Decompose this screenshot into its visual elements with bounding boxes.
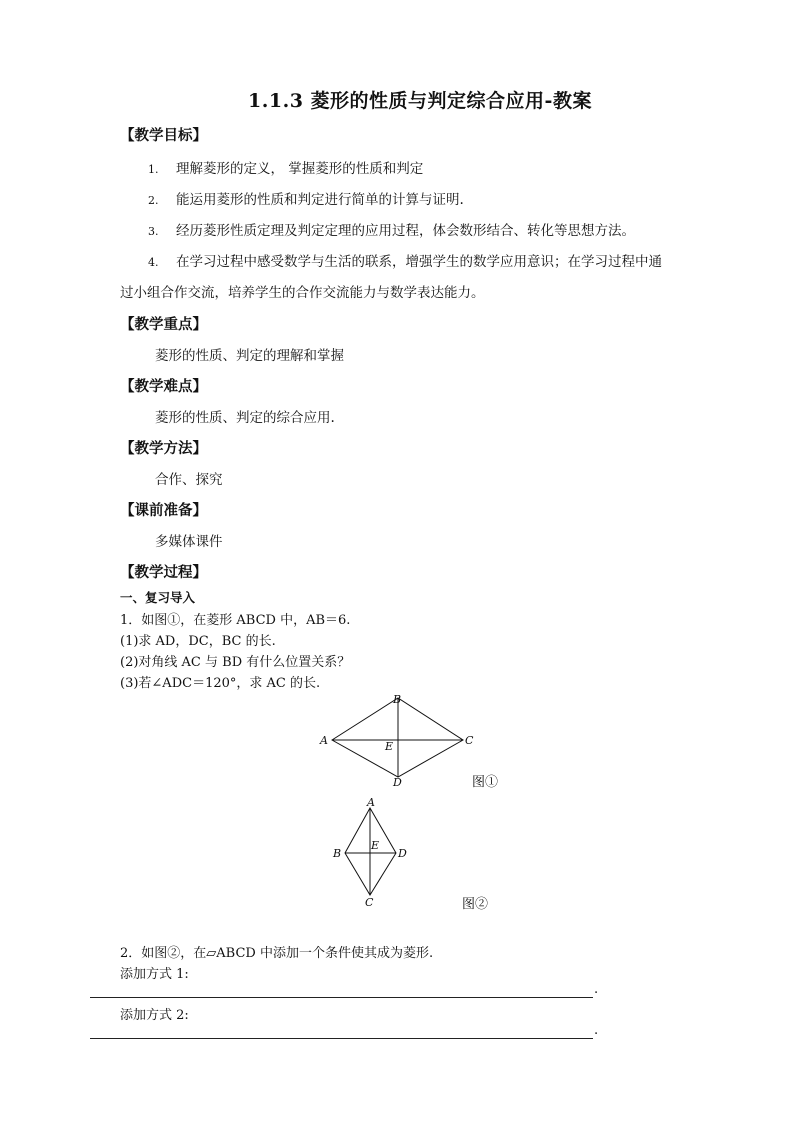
label-a: A [320, 734, 328, 747]
question-1-part-3: (3)若∠ADC＝120°，求 AC 的长. [120, 676, 321, 691]
method-1-label: 添加方式 1: [120, 967, 189, 982]
process-header: 【教学过程】 [120, 564, 207, 581]
objective-text: 在学习过程中感受数学与生活的联系，增强学生的数学应用意识；在学习过程中通 [176, 254, 662, 270]
question-1-part-1: (1)求 AD，DC，BC 的长. [120, 634, 276, 649]
objective-text: 能运用菱形的性质和判定进行简单的计算与证明. [176, 192, 464, 208]
figure-2-caption: 图② [462, 897, 489, 912]
label-b: B [333, 847, 342, 860]
objective-item-4 [148, 250, 662, 270]
label-c: C [465, 734, 474, 747]
objective-item-1 [148, 157, 423, 177]
difficulties-text: 菱形的性质、判定的综合应用. [155, 410, 335, 426]
label-c: C [365, 896, 374, 909]
label-a: A [367, 796, 375, 809]
key-points-header: 【教学重点】 [120, 316, 207, 333]
method-2-label: 添加方式 2: [120, 1008, 189, 1023]
objective-item-3 [148, 219, 635, 239]
page-title: 1.1.3 菱形的性质与判定综合应用-教案 [248, 90, 592, 112]
objective-num: 3. [148, 225, 159, 238]
preparation-header: 【课前准备】 [120, 502, 207, 519]
label-b: B [393, 693, 402, 706]
question-1: 1．如图①，在菱形 ABCD 中，AB＝6. [120, 613, 351, 628]
objective-text: 经历菱形性质定理及判定定理的应用过程，体会数形结合、转化等思想方法。 [176, 223, 635, 239]
answer-line-2-period: . [594, 1023, 599, 1038]
objective-num: 2. [148, 194, 159, 207]
label-e: E [385, 740, 394, 753]
question-1-part-2: (2)对角线 AC 与 BD 有什么位置关系？ [120, 655, 351, 670]
answer-line-1-period: . [594, 982, 599, 997]
figure-2-rhombus [325, 794, 425, 914]
question-2: 2．如图②，在▱ABCD 中添加一个条件使其成为菱形. [120, 946, 434, 961]
review-subheader: 一、复习导入 [120, 590, 196, 605]
preparation-text: 多媒体课件 [155, 534, 223, 550]
objective-num: 4. [148, 256, 159, 269]
objective-item-4-cont: 过小组合作交流，培养学生的合作交流能力与数学表达能力。 [120, 285, 485, 301]
label-d: D [398, 847, 407, 860]
label-e: E [371, 839, 380, 852]
figure-1-caption: 图① [472, 775, 499, 790]
answer-line-1 [90, 997, 593, 998]
answer-line-2 [90, 1038, 593, 1039]
label-d: D [393, 776, 402, 789]
objective-text: 理解菱形的定义， 掌握菱形的性质和判定 [176, 161, 424, 177]
methods-header: 【教学方法】 [120, 440, 207, 457]
objective-item-2 [148, 188, 464, 208]
difficulties-header: 【教学难点】 [120, 378, 207, 395]
key-points-text: 菱形的性质、判定的理解和掌握 [155, 348, 344, 364]
objectives-header: 【教学目标】 [120, 127, 207, 144]
methods-text: 合作、探究 [155, 472, 223, 488]
objective-num: 1. [148, 163, 159, 176]
